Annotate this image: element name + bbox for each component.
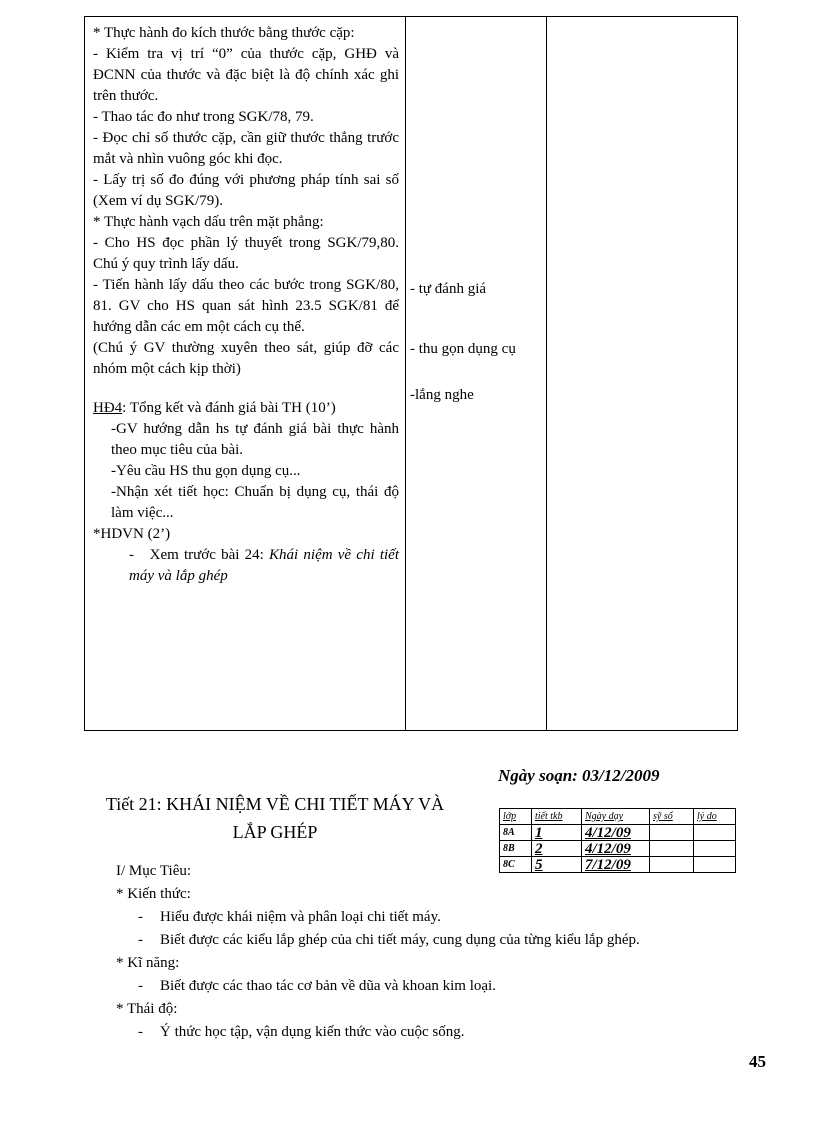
skills-heading: * Kĩ năng: (116, 955, 180, 971)
activity-item: -Nhận xét tiết học: Chuẩn bị dụng cụ, thái độ làm việc... (111, 484, 399, 521)
reason-cell (694, 841, 736, 857)
activity-label: HĐ4 (93, 400, 123, 416)
list-item: - Biết được các kiểu lắp ghép của chi tiết máy, cung dụng của từng kiểu lắp ghép. (116, 929, 776, 952)
activity-table (84, 16, 738, 731)
date-cell: 4/12/09 (582, 841, 650, 857)
class-cell: 8C (500, 857, 532, 873)
date-cell: 7/12/09 (582, 857, 650, 873)
period-cell: 5 (532, 857, 582, 873)
student-note: - thu gọn dụng cụ (410, 341, 516, 357)
attitude-heading: * Thái độ: (116, 1001, 178, 1017)
period-cell: 2 (532, 841, 582, 857)
class-cell: 8B (500, 841, 532, 857)
content-line: (Chú ý GV thường xuyên theo sát, giúp đỡ các nhóm một cách kịp thời) (93, 340, 399, 377)
table-row (500, 841, 736, 857)
list-item: - Hiểu được khái niệm và phân loại chi tiết máy. (116, 906, 776, 929)
list-item: - Biết được các thao tác cơ bản về dũa và khoan kim loại. (116, 975, 776, 998)
content-line: - Đọc chỉ số thước cặp, cần giữ thước thẳng trước mắt và nhìn vuông góc khi đọc. (93, 130, 399, 167)
activity-heading (93, 398, 399, 419)
content-line: * Thực hành vạch dấu trên mặt phẳng: (93, 214, 324, 230)
student-activity-cell (406, 17, 547, 731)
content-line: - Cho HS đọc phần lý thuyết trong SGK/79,80. Chú ý quy trình lấy dấu. (93, 235, 399, 272)
reason-cell (694, 825, 736, 841)
content-line: - Thao tác đo như trong SGK/78, 79. (93, 109, 314, 125)
knowledge-heading: * Kiến thức: (116, 886, 191, 902)
page-number: 45 (749, 1052, 766, 1071)
homework-prefix: Xem trước bài 24: (149, 547, 270, 563)
activity-heading-text: : Tổng kết và đánh giá bài TH (10’) (122, 400, 336, 416)
notes-cell (547, 17, 738, 731)
homework-lesson-title: Khái niệm về chi tiết máy và lắp ghép (129, 547, 399, 584)
header-reason: lý do (694, 809, 736, 825)
content-line: - Kiểm tra vị trí “0” của thước cặp, GHĐ và ĐCNN của thước và đặc biệt là độ chính xác ghi trên thước. (93, 46, 399, 104)
header-attendance: sỹ số (650, 809, 694, 825)
header-class: lớp (500, 809, 532, 825)
class-table-header (500, 809, 736, 825)
teacher-activity-cell (85, 17, 406, 731)
period-cell: 1 (532, 825, 582, 841)
activity-item: -Yêu cầu HS thu gọn dụng cụ... (111, 463, 301, 479)
content-line: - Lấy trị số đo đúng với phương pháp tính sai số (Xem ví dụ SGK/79). (93, 172, 399, 209)
header-date: Ngày dạy (582, 809, 650, 825)
homework-heading: *HDVN (2’) (93, 526, 171, 542)
header-period: tiết tkb (532, 809, 582, 825)
list-item: - Ý thức học tập, vận dụng kiến thức vào cuộc sống. (116, 1021, 776, 1044)
attendance-cell (650, 841, 694, 857)
objectives-heading: I/ Mục Tiêu: (116, 863, 192, 879)
preparation-date: Ngày soạn: 03/12/2009 (498, 766, 660, 785)
lesson-title: Tiết 21: KHÁI NIỆM VỀ CHI TIẾT MÁY VÀ LẮP GHÉP (105, 794, 445, 842)
activity-item: -GV hướng dẫn hs tự đánh giá bài thực hành theo mục tiêu của bài. (111, 421, 399, 458)
table-row (500, 825, 736, 841)
content-line: - Tiến hành lấy dấu theo các bước trong SGK/80, 81. GV cho HS quan sát hình 23.5 SGK/81 để hướng dẫn các em một cách cụ thể. (93, 277, 399, 335)
homework-line: - Xem trước bài 24: Khái niệm về chi tiết máy và lắp ghép (129, 547, 399, 584)
student-note: - tự đánh giá (410, 281, 487, 297)
student-note: -lắng nghe (410, 387, 474, 403)
content-line: * Thực hành đo kích thước bằng thước cặp: (93, 25, 355, 41)
attendance-cell (650, 825, 694, 841)
date-cell: 4/12/09 (582, 825, 650, 841)
objectives-section (116, 860, 776, 1044)
class-cell: 8A (500, 825, 532, 841)
